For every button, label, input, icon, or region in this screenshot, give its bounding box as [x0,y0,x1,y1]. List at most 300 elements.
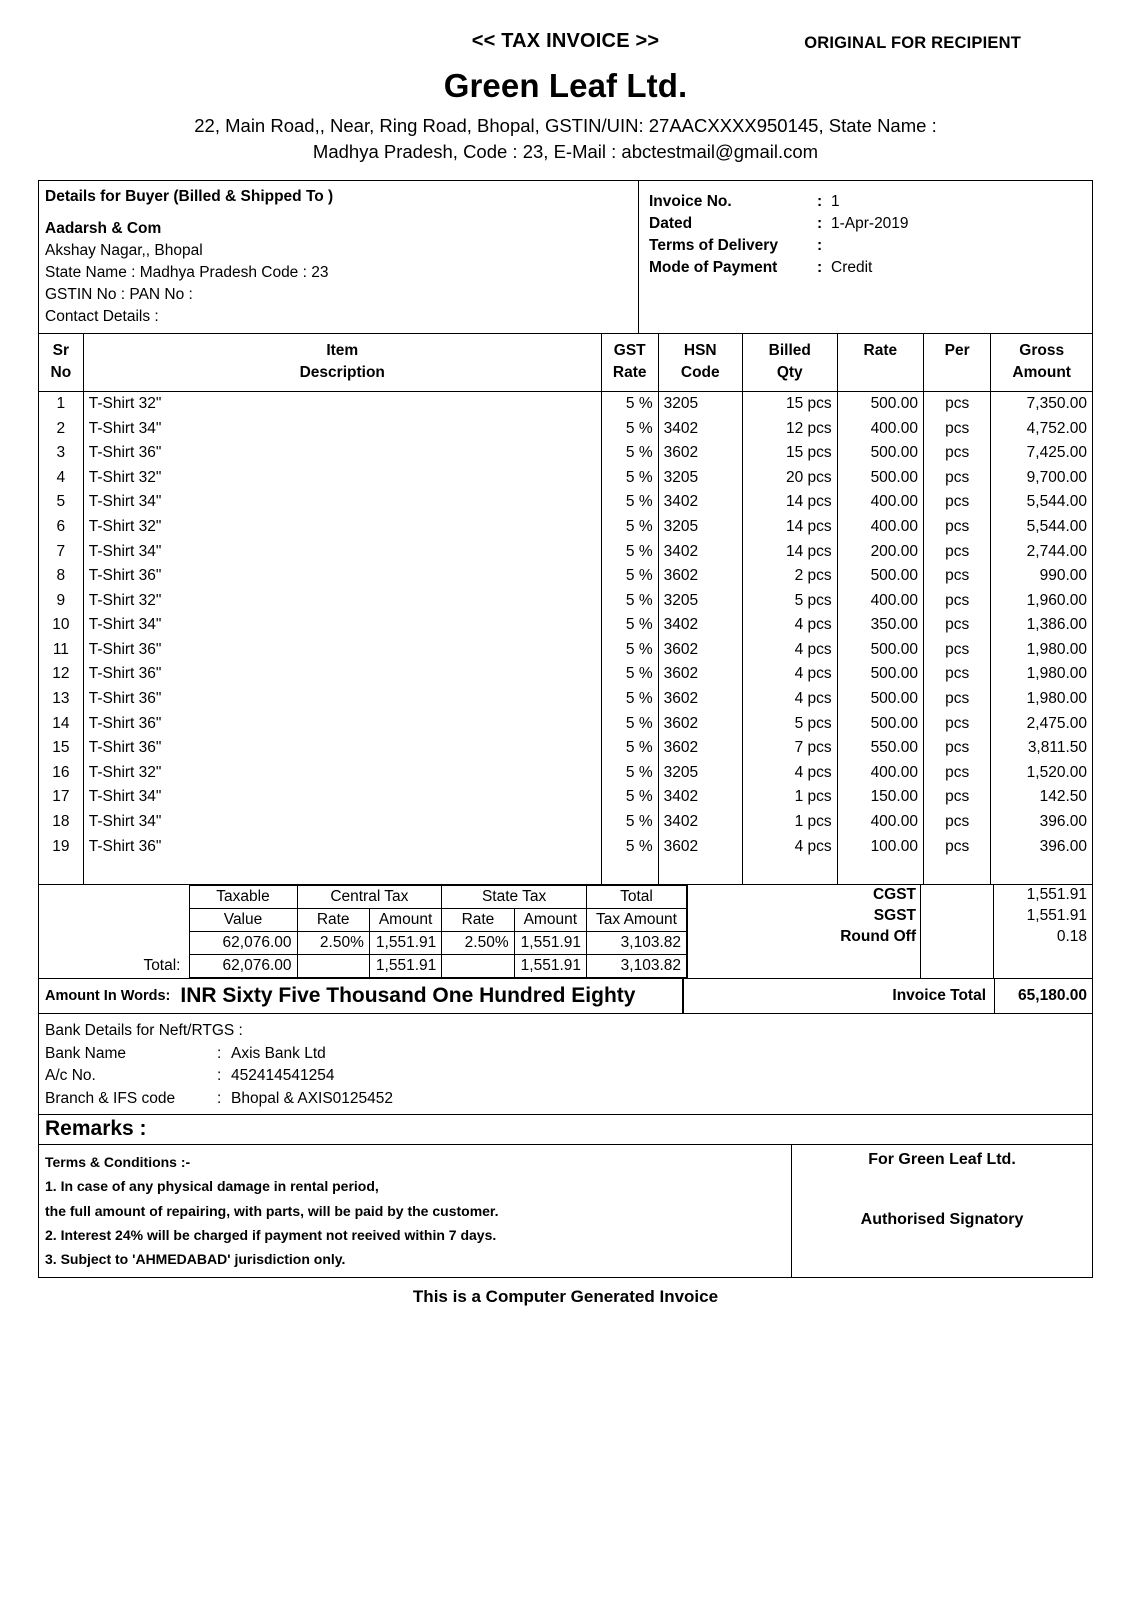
cell-billed-qty: 14 pcs [742,490,837,515]
round-off-value: 0.18 [1056,927,1087,945]
terms-block [39,1145,792,1277]
cell-billed-qty: 14 pcs [742,515,837,540]
table-row [39,613,1092,638]
cell-sr-no: 8 [39,564,83,589]
tax-state-header: State Tax [442,885,587,908]
filler-cell [742,859,837,884]
cell-rate: 400.00 [837,761,923,786]
tax-blank-cell [39,885,189,908]
cell-description: T-Shirt 32" [83,515,601,540]
line-items-body [39,391,1092,883]
bank-title [45,1020,1086,1042]
filler-cell [658,859,742,884]
cell-hsn-code: 3602 [658,662,742,687]
cell-hsn-code: 3402 [658,810,742,835]
bank-key: Bank Name [45,1044,126,1062]
table-row [39,466,1092,491]
cell-per: pcs [923,662,990,687]
cell-gst-rate: 5 % [601,417,658,442]
cell-sr-no: 15 [39,736,83,761]
cell-per: pcs [923,466,990,491]
cell-hsn-code: 3402 [658,540,742,565]
tax-header-row-2 [39,908,687,931]
bank-colon: : [217,1067,222,1085]
table-header-row [39,334,1092,391]
cell-hsn-code: 3205 [658,391,742,416]
cell-gst-rate: 5 % [601,835,658,860]
table-row [39,761,1092,786]
bank-branch-line [45,1088,1086,1110]
cell-gst-rate: 5 % [601,736,658,761]
cell-gst-rate: 5 % [601,761,658,786]
invoice-total-value: 65,180.00 [994,978,1092,1014]
bank-colon: : [217,1089,222,1107]
cell-per: pcs [923,490,990,515]
tax-breakup-table [39,885,687,979]
cell-billed-qty: 4 pcs [742,761,837,786]
tax-central-rate-header: Rate [297,908,369,931]
cell-description: T-Shirt 34" [83,613,601,638]
company-address: 22, Main Road,, Near, Ring Road, Bhopal, GSTIN/UIN: 27AACXXXX950145, State Name : Madhya Pradesh, Code : 23, E-Mail : abctestmail@gmail.com [194,115,937,162]
cell-rate: 400.00 [837,417,923,442]
cell-gst-rate: 5 % [601,515,658,540]
cell-per: pcs [923,540,990,565]
terms-line-3: 2. Interest 24% will be charged if payment not reeived within 7 days. [45,1226,497,1243]
table-row [39,835,1092,860]
tax-blank-cell [39,908,189,931]
bank-title-text: Bank Details for Neft/RTGS : [45,1022,243,1040]
sgst-row [688,906,1092,927]
cell-per: pcs [923,736,990,761]
col-line1: Gross [1019,342,1065,359]
filler-cell [83,859,601,884]
cell-billed-qty: 14 pcs [742,540,837,565]
invoice-header [0,0,1131,180]
cell-gross-amount: 1,980.00 [1026,665,1087,683]
cell-hsn-code: 3402 [658,490,742,515]
filler-spacer [920,948,994,979]
terms-line-2: the full amount of repairing, with parts, will be paid by the customer. [45,1202,499,1219]
cell-billed-qty: 1 pcs [742,810,837,835]
cell-rate: 400.00 [837,589,923,614]
copy-type-label: ORIGINAL FOR RECIPIENT [804,34,1021,52]
cell-gst-rate: 5 % [601,441,658,466]
cell-sr-no: 1 [39,391,83,416]
col-hsn-code [658,334,742,391]
col-line1: Per [944,342,970,359]
cell-billed-qty: 2 pcs [742,564,837,589]
table-row [39,589,1092,614]
round-off-row [688,927,1092,948]
meta-dated [649,213,1086,235]
sgst-value: 1,551.91 [1026,906,1087,924]
table-filler-row [39,859,1092,884]
table-row [39,662,1092,687]
cell-sr-no: 7 [39,540,83,565]
meta-label: Terms of Delivery [649,237,778,254]
tax-total-taxable: 62,076.00 [189,955,297,978]
cell-hsn-code: 3205 [658,466,742,491]
cell-gross-amount: 7,350.00 [1026,394,1087,412]
filler-cell [923,859,990,884]
bank-key: Branch & IFS code [45,1089,176,1107]
cell-sr-no: 9 [39,589,83,614]
tax-total-label: Total: [143,957,181,975]
cell-gst-rate: 5 % [601,638,658,663]
bank-value: Axis Bank Ltd [231,1044,326,1062]
cell-per: pcs [923,785,990,810]
col-item-description [83,334,601,391]
cell-sr-no: 4 [39,466,83,491]
tax-summary-section [39,884,1092,979]
line-items-table [39,334,1092,884]
cell-gst-rate: 5 % [601,785,658,810]
round-off-spacer [920,927,994,948]
filler-cell [837,859,923,884]
for-company-label: For Green Leaf Ltd. [868,1151,1016,1169]
meta-colon: : [817,193,823,210]
invoice-meta [639,181,1092,333]
bank-colon: : [217,1044,222,1062]
cell-billed-qty: 15 pcs [742,391,837,416]
cell-rate: 500.00 [837,662,923,687]
cell-description: T-Shirt 36" [83,564,601,589]
cell-per: pcs [923,712,990,737]
cell-description: T-Shirt 36" [83,712,601,737]
cell-sr-no: 3 [39,441,83,466]
bank-name-line [45,1043,1086,1065]
cell-gross-amount: 2,744.00 [1026,542,1087,560]
terms-line-1: 1. In case of any physical damage in rental period, [45,1178,379,1195]
tax-total-state-rate [442,955,514,978]
cell-description: T-Shirt 34" [83,810,601,835]
col-line2: Description [299,364,385,382]
cell-gst-rate: 5 % [601,712,658,737]
invoice-total-label: Invoice Total [892,987,986,1005]
tax-state-rate-header: Rate [442,908,514,931]
cell-description: T-Shirt 32" [83,589,601,614]
cell-hsn-code: 3602 [658,638,742,663]
cell-gross-amount: 1,960.00 [1026,591,1087,609]
cell-sr-no: 2 [39,417,83,442]
tax-central-header: Central Tax [297,885,442,908]
sgst-spacer [920,906,994,927]
cell-hsn-code: 3602 [658,441,742,466]
cell-sr-no: 12 [39,662,83,687]
table-row [39,785,1092,810]
filler-cell [991,859,1092,884]
table-row [39,712,1092,737]
bank-key: A/c No. [45,1067,96,1085]
cell-gross-amount: 396.00 [1039,813,1087,831]
tax-total-tax-amount: 3,103.82 [587,955,687,978]
cell-hsn-code: 3602 [658,835,742,860]
cell-gross-amount: 5,544.00 [1026,517,1087,535]
cell-billed-qty: 20 pcs [742,466,837,491]
cell-per: pcs [923,810,990,835]
cell-gross-amount: 3,811.50 [1027,739,1087,757]
cell-gst-rate: 5 % [601,589,658,614]
tax-taxable-header-2: Value [189,908,297,931]
table-row [39,441,1092,466]
amount-in-words-row [39,978,1092,1014]
col-per [923,334,990,391]
cell-description: T-Shirt 32" [83,391,601,416]
col-line1: Item [326,342,359,359]
cell-sr-no: 13 [39,687,83,712]
meta-colon: : [817,237,823,254]
col-line2: Code [680,364,720,382]
cell-sr-no: 6 [39,515,83,540]
cell-rate: 400.00 [837,810,923,835]
col-line1: Billed [768,342,811,359]
cell-description: T-Shirt 34" [83,490,601,515]
tax-state-rate: 2.50% [442,932,514,955]
cell-sr-no: 5 [39,490,83,515]
cell-description: T-Shirt 36" [83,638,601,663]
tax-values-row [39,932,687,955]
cell-hsn-code: 3602 [658,712,742,737]
filler-value [994,948,1092,979]
cell-rate: 500.00 [837,687,923,712]
tax-invoice-title: << TAX INVOICE >> [471,30,660,52]
cgst-spacer [920,885,994,906]
meta-value: Credit [831,259,873,276]
col-line1: HSN [683,342,717,359]
meta-colon: : [817,259,823,276]
tax-total-header-1: Total [587,885,687,908]
cell-sr-no: 14 [39,712,83,737]
meta-value: 1 [831,193,840,210]
cell-rate: 550.00 [837,736,923,761]
col-line2: Qty [776,364,803,382]
cell-sr-no: 19 [39,835,83,860]
buyer-details [39,181,639,333]
tax-header-row-1 [39,885,687,908]
cell-rate: 100.00 [837,835,923,860]
table-row [39,638,1092,663]
tax-central-rate: 2.50% [297,932,369,955]
meta-colon: : [817,215,823,232]
gst-totals-block [687,885,1092,979]
cell-per: pcs [923,515,990,540]
cell-billed-qty: 12 pcs [742,417,837,442]
buyer-and-meta-row [39,181,1092,334]
cell-rate: 400.00 [837,490,923,515]
filler-cell [601,859,658,884]
cgst-row [688,885,1092,906]
buyer-gstin-line: GSTIN No : PAN No : [45,286,193,303]
round-off-label: Round Off [840,927,916,945]
tax-total-row [39,955,687,978]
meta-value: 1-Apr-2019 [831,215,909,232]
cell-billed-qty: 15 pcs [742,441,837,466]
buyer-state-line: State Name : Madhya Pradesh Code : 23 [45,264,329,281]
bank-value: Bhopal & AXIS0125452 [231,1089,394,1107]
cell-description: T-Shirt 34" [83,785,601,810]
cgst-label: CGST [872,885,916,903]
table-row [39,564,1092,589]
col-line1: GST [613,342,646,359]
table-row [39,810,1092,835]
cell-gst-rate: 5 % [601,810,658,835]
line-items-header [39,334,1092,391]
meta-mode-of-payment [649,257,1086,279]
tax-total-header-2: Tax Amount [587,908,687,931]
meta-label: Mode of Payment [649,259,778,276]
terms-title: Terms & Conditions :- [45,1154,191,1171]
cell-gst-rate: 5 % [601,613,658,638]
cell-gst-rate: 5 % [601,540,658,565]
col-line2: Amount [1012,364,1071,382]
cell-rate: 500.00 [837,564,923,589]
meta-invoice-no [649,191,1086,213]
col-gross-amount [991,334,1092,391]
col-gst-rate [601,334,658,391]
cell-per: pcs [923,441,990,466]
cell-per: pcs [923,687,990,712]
cell-sr-no: 17 [39,785,83,810]
col-line1: Sr [52,342,70,359]
cell-per: pcs [923,391,990,416]
col-line2: No [50,364,72,382]
cell-per: pcs [923,638,990,663]
cell-gross-amount: 990.00 [1039,567,1087,585]
cell-gst-rate: 5 % [601,391,658,416]
buyer-address: Akshay Nagar,, Bhopal [45,242,203,259]
filler-label [688,948,920,979]
col-sr-no [39,334,83,391]
cell-gross-amount: 396.00 [1039,837,1087,855]
cell-hsn-code: 3205 [658,515,742,540]
cell-rate: 500.00 [837,712,923,737]
tax-total-central-amount: 1,551.91 [369,955,441,978]
cell-gross-amount: 4,752.00 [1026,419,1087,437]
cell-sr-no: 18 [39,810,83,835]
tax-taxable-header-1: Taxable [189,885,297,908]
cell-gst-rate: 5 % [601,662,658,687]
cell-sr-no: 11 [39,638,83,663]
cell-gross-amount: 1,520.00 [1026,763,1087,781]
cell-gross-amount: 5,544.00 [1026,493,1087,511]
sgst-label: SGST [873,906,916,924]
tax-taxable-value: 62,076.00 [189,932,297,955]
amount-in-words-value: INR Sixty Five Thousand One Hundred Eighty [180,984,636,1008]
cell-billed-qty: 5 pcs [742,589,837,614]
cell-hsn-code: 3602 [658,564,742,589]
cell-hsn-code: 3402 [658,417,742,442]
cell-description: T-Shirt 32" [83,466,601,491]
cell-per: pcs [923,761,990,786]
cell-rate: 350.00 [837,613,923,638]
table-row [39,417,1092,442]
buyer-contact-line: Contact Details : [45,308,159,325]
cell-rate: 500.00 [837,466,923,491]
bank-value: 452414541254 [231,1067,335,1085]
cell-description: T-Shirt 34" [83,417,601,442]
signature-block [792,1145,1092,1277]
filler-cell [39,859,83,884]
cell-rate: 150.00 [837,785,923,810]
cgst-value: 1,551.91 [1026,885,1087,903]
col-rate [837,334,923,391]
cell-description: T-Shirt 36" [83,441,601,466]
col-billed-qty [742,334,837,391]
cell-rate: 500.00 [837,391,923,416]
terms-line-4: 3. Subject to 'AHMEDABAD' jurisdiction only. [45,1251,346,1268]
cell-billed-qty: 5 pcs [742,712,837,737]
amount-in-words-label: Amount In Words: [45,988,171,1005]
meta-label: Invoice No. [649,193,732,210]
cell-per: pcs [923,564,990,589]
table-row [39,540,1092,565]
cell-gross-amount: 1,386.00 [1026,616,1087,634]
table-row [39,391,1092,416]
cell-description: T-Shirt 36" [83,687,601,712]
cell-per: pcs [923,417,990,442]
col-line2: Rate [612,364,647,382]
cell-gross-amount: 1,980.00 [1026,690,1087,708]
cell-hsn-code: 3205 [658,589,742,614]
tax-total-central-rate [297,955,369,978]
cell-sr-no: 16 [39,761,83,786]
cell-hsn-code: 3205 [658,761,742,786]
cell-description: T-Shirt 36" [83,835,601,860]
cell-billed-qty: 4 pcs [742,835,837,860]
table-row [39,687,1092,712]
cell-description: T-Shirt 32" [83,761,601,786]
cell-gross-amount: 2,475.00 [1026,714,1087,732]
cell-hsn-code: 3602 [658,736,742,761]
remarks-label: Remarks : [39,1115,1092,1145]
gst-block-filler [688,948,1092,979]
col-line1: Rate [863,342,898,359]
buyer-name: Aadarsh & Com [45,220,162,237]
cell-billed-qty: 4 pcs [742,638,837,663]
buyer-section-title: Details for Buyer (Billed & Shipped To ) [45,188,334,205]
cell-gst-rate: 5 % [601,466,658,491]
tax-blank-cell [39,932,189,955]
authorised-signatory-label: Authorised Signatory [860,1211,1024,1229]
cell-hsn-code: 3402 [658,613,742,638]
cell-sr-no: 10 [39,613,83,638]
cell-billed-qty: 7 pcs [742,736,837,761]
cell-description: T-Shirt 36" [83,662,601,687]
cell-gross-amount: 142.50 [1039,788,1087,806]
meta-label: Dated [649,215,693,232]
cell-rate: 400.00 [837,515,923,540]
cell-hsn-code: 3402 [658,785,742,810]
tax-state-amount: 1,551.91 [514,932,586,955]
bank-details-block [39,1014,1092,1115]
cell-per: pcs [923,613,990,638]
cell-billed-qty: 4 pcs [742,662,837,687]
cell-hsn-code: 3602 [658,687,742,712]
cell-billed-qty: 4 pcs [742,613,837,638]
meta-terms-of-delivery [649,235,1086,257]
terms-and-signature-row [39,1145,1092,1277]
cell-billed-qty: 1 pcs [742,785,837,810]
tax-total-amount: 3,103.82 [587,932,687,955]
cell-description: T-Shirt 34" [83,540,601,565]
table-row [39,490,1092,515]
tax-state-amount-header: Amount [514,908,586,931]
cell-per: pcs [923,589,990,614]
tax-central-amount-header: Amount [369,908,441,931]
company-name: Green Leaf Ltd. [443,67,688,104]
table-row [39,515,1092,540]
table-row [39,736,1092,761]
